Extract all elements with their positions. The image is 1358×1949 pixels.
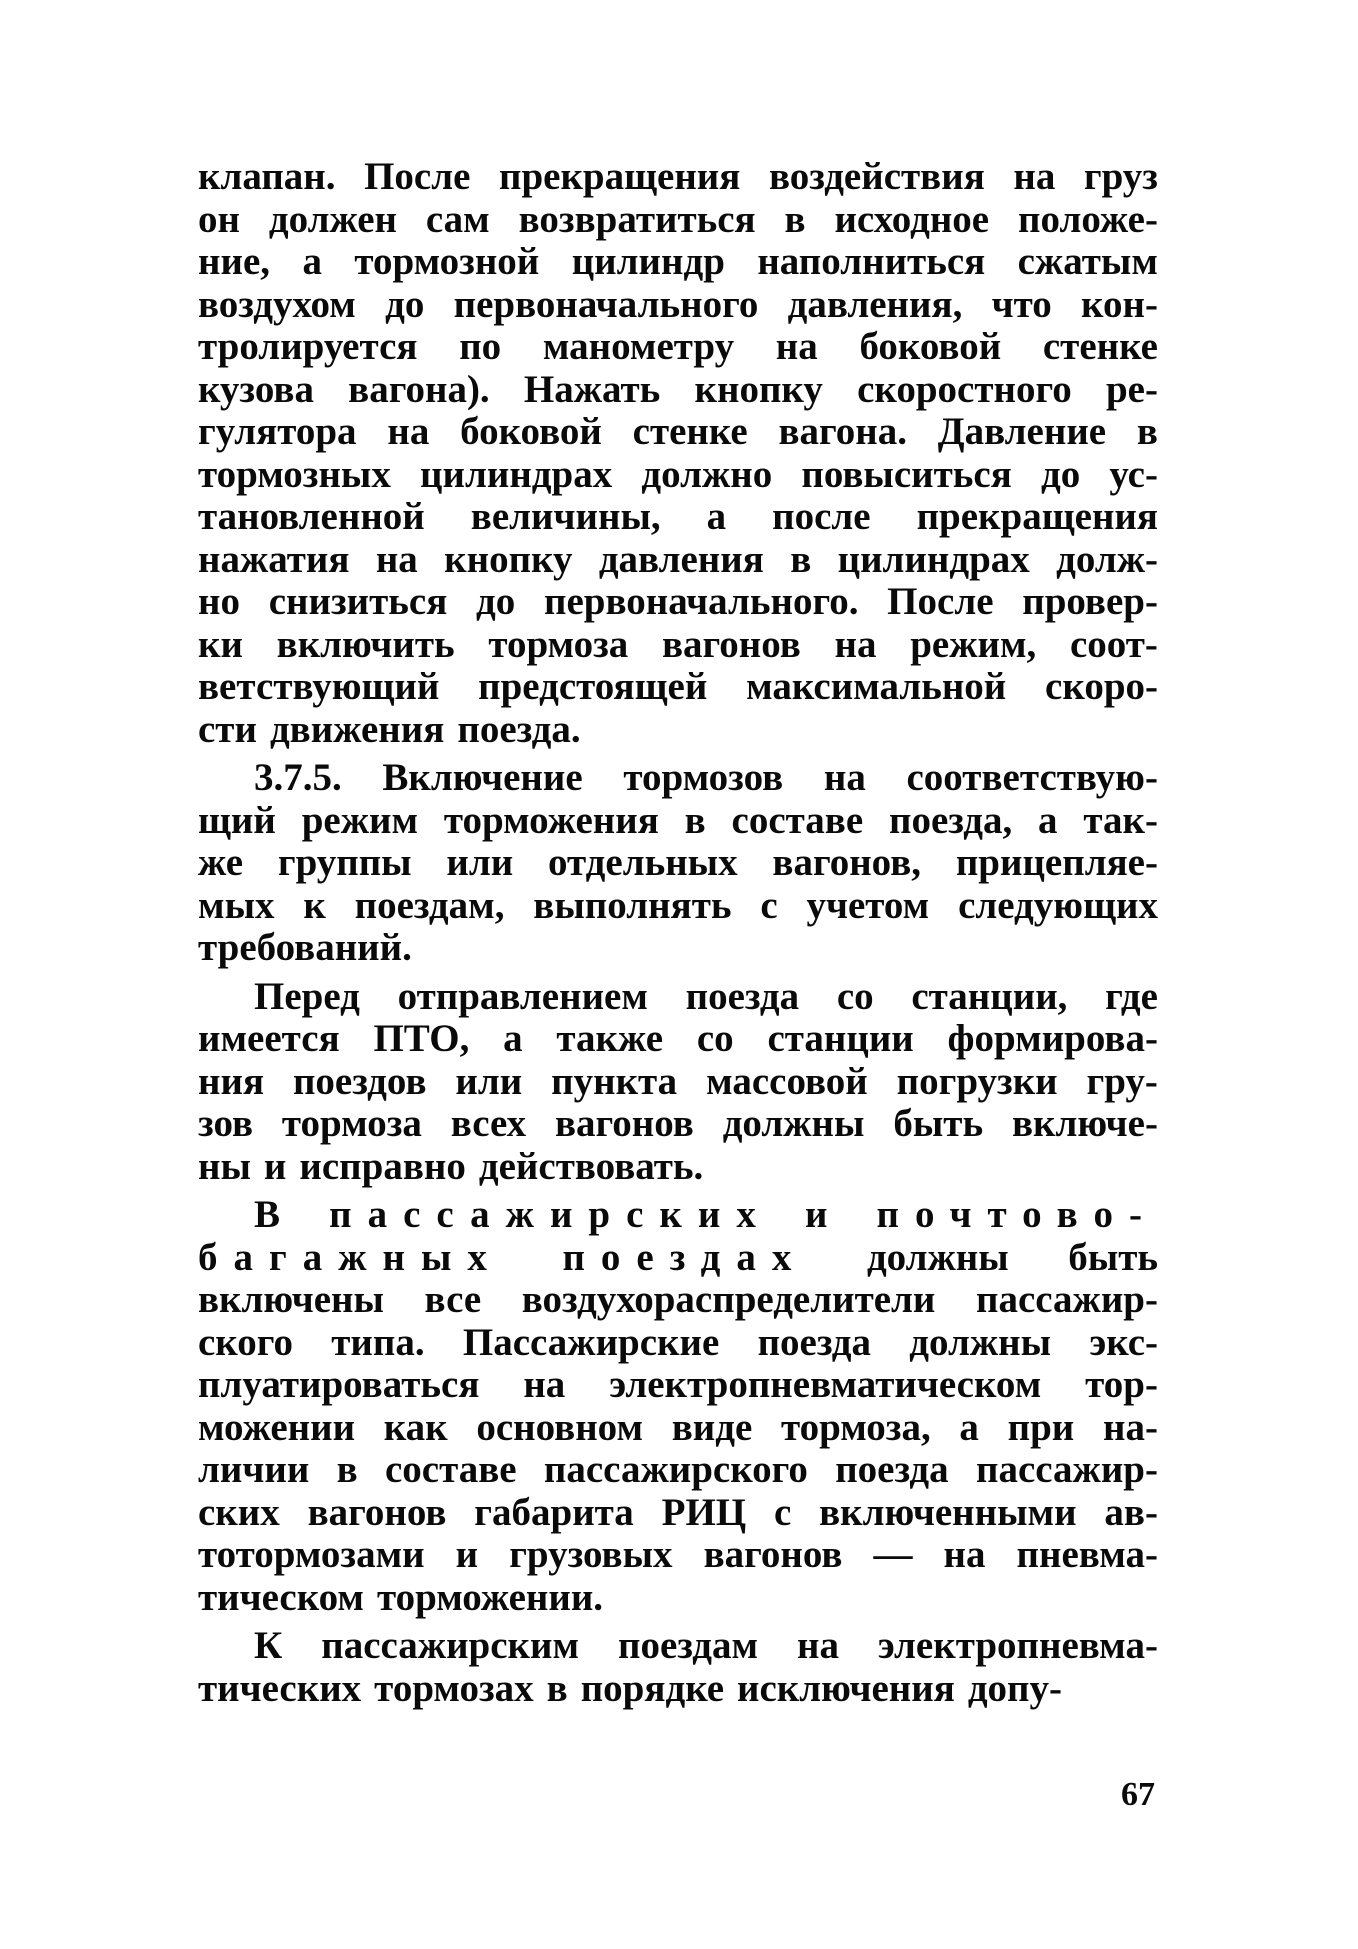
- word: а: [302, 240, 322, 283]
- word: же: [198, 841, 244, 884]
- word: типа.: [331, 1320, 425, 1364]
- word: тормозной: [354, 240, 540, 283]
- word: режим: [301, 798, 419, 842]
- word: на: [375, 537, 418, 581]
- word: отправлением: [397, 974, 648, 1018]
- word: давления,: [787, 282, 963, 326]
- text-line: [198, 1577, 1158, 1620]
- word: вагонов: [307, 1490, 447, 1534]
- text-line: [198, 199, 1158, 242]
- text-line: [198, 241, 1158, 284]
- text-line: [198, 1194, 1158, 1237]
- word: гру-: [1086, 1059, 1158, 1103]
- word: по: [459, 325, 502, 368]
- word: Пассажирские: [462, 1320, 720, 1364]
- word: клапан.: [198, 155, 336, 198]
- word: исправно: [299, 1144, 466, 1188]
- word: а: [706, 495, 727, 538]
- word: тормозов: [623, 756, 784, 799]
- word: и: [263, 1144, 287, 1188]
- word: поездах: [562, 1235, 808, 1279]
- word: на: [943, 1533, 986, 1576]
- text-line: [198, 1534, 1158, 1577]
- text-line: [198, 411, 1158, 454]
- text-line: [198, 1146, 1158, 1189]
- word: должны: [909, 1320, 1052, 1364]
- text-line: [198, 885, 1158, 928]
- word: тролируется: [198, 325, 418, 368]
- word: ветствующий: [198, 665, 440, 708]
- word: торможения: [443, 798, 659, 842]
- word: выполнять: [533, 883, 732, 927]
- word: скоростного: [857, 367, 1072, 411]
- word: можении: [198, 1405, 356, 1449]
- word: поезда: [757, 1320, 872, 1364]
- word: и: [455, 1533, 479, 1576]
- word: до: [385, 282, 425, 326]
- word: К: [254, 1624, 283, 1667]
- word: щий: [198, 798, 276, 842]
- word: основном: [476, 1405, 644, 1449]
- word: сти: [198, 707, 257, 751]
- word: воздействия: [768, 155, 985, 198]
- word: с: [760, 883, 778, 927]
- word: всех: [450, 1102, 527, 1145]
- text-line: [198, 927, 1158, 970]
- word: 3.7.5.: [254, 756, 342, 799]
- word: должен: [268, 197, 397, 241]
- word: в: [336, 1448, 358, 1491]
- text-line: [198, 1449, 1158, 1492]
- word: а: [1038, 798, 1058, 842]
- word: груз: [1083, 155, 1158, 198]
- word: ние,: [198, 240, 271, 283]
- word: кнопку: [694, 367, 823, 411]
- word: в: [684, 798, 706, 842]
- word: с: [773, 1490, 792, 1534]
- word: отдельных: [548, 841, 738, 884]
- word: при: [1007, 1405, 1075, 1449]
- word: поездов: [292, 1059, 427, 1103]
- word: прекращения: [916, 495, 1158, 538]
- word: но: [198, 580, 240, 623]
- word: РИЦ: [661, 1490, 747, 1534]
- word: тических: [198, 1666, 362, 1710]
- word: на: [796, 1624, 839, 1667]
- word: на: [387, 410, 430, 453]
- word: багажных: [198, 1235, 503, 1279]
- word: ского: [198, 1320, 294, 1364]
- word: цилиндрах: [837, 537, 1030, 581]
- word: поездам: [617, 1624, 759, 1667]
- word: включить: [276, 622, 455, 666]
- word: ских: [198, 1490, 280, 1534]
- word: пассажирским: [321, 1624, 580, 1667]
- word: поездам,: [354, 883, 505, 927]
- word: вагона.: [778, 410, 908, 453]
- word: возвратиться: [518, 197, 756, 241]
- word: быть: [893, 1102, 984, 1145]
- word: и: [804, 1193, 844, 1236]
- word: прекращения: [498, 155, 741, 198]
- text-line: [198, 624, 1158, 667]
- word: первоначального.: [543, 580, 859, 623]
- word: составе: [384, 1448, 517, 1491]
- word: экс-: [1089, 1320, 1158, 1364]
- word: поезда.: [457, 707, 581, 751]
- word: станции: [767, 1017, 914, 1060]
- word: пассажирских: [329, 1193, 772, 1236]
- word: где: [1105, 974, 1158, 1018]
- word: действовать.: [478, 1144, 704, 1188]
- word: вагона).: [348, 367, 490, 411]
- word: тор-: [1085, 1363, 1158, 1406]
- word: виде: [671, 1405, 753, 1449]
- text-line: [198, 539, 1158, 582]
- word: долж-: [1056, 537, 1158, 581]
- paragraph: [198, 757, 1158, 970]
- word: а: [503, 1017, 523, 1060]
- word: зов: [198, 1102, 254, 1145]
- text-line: [198, 757, 1158, 800]
- word: цилиндр: [571, 240, 725, 283]
- paragraph: [198, 976, 1158, 1189]
- word: сам: [425, 197, 490, 241]
- word: ны: [198, 1144, 251, 1188]
- word: пассажир-: [975, 1448, 1158, 1491]
- word: гулятора: [198, 410, 357, 453]
- word: Давление: [937, 410, 1107, 453]
- word: учетом: [806, 883, 930, 927]
- word: кнопку: [444, 537, 573, 581]
- word: боковой: [460, 410, 602, 453]
- word: должны: [722, 1102, 865, 1145]
- text-line: [198, 1625, 1158, 1668]
- text-line: [198, 1061, 1158, 1104]
- text-line: [198, 1237, 1158, 1280]
- word: включенными: [819, 1490, 1077, 1534]
- word: должно: [641, 452, 773, 496]
- text-line: [198, 1668, 1158, 1711]
- word: соот-: [1069, 622, 1158, 666]
- word: скоро-: [1045, 665, 1158, 708]
- word: боковой: [859, 325, 1002, 368]
- word: электропневматическом: [609, 1363, 1042, 1406]
- word: давления: [598, 537, 764, 581]
- paragraph: [198, 1194, 1158, 1619]
- text-line: [198, 842, 1158, 885]
- word: После: [887, 580, 994, 623]
- word: ус-: [1109, 452, 1158, 496]
- word: Включение: [382, 756, 583, 799]
- word: на: [775, 325, 818, 368]
- word: исходное: [834, 197, 990, 241]
- word: положе-: [1018, 197, 1158, 241]
- word: все: [424, 1278, 482, 1321]
- word: грузовых: [509, 1533, 673, 1576]
- text-line: [198, 581, 1158, 624]
- word: быть: [1068, 1235, 1158, 1279]
- word: поезда,: [888, 798, 1013, 842]
- word: требований.: [198, 926, 412, 969]
- word: провер-: [1022, 580, 1158, 623]
- word: вагонов: [703, 1533, 843, 1576]
- word: к: [303, 883, 326, 927]
- word: габарита: [474, 1490, 634, 1534]
- word: в: [790, 537, 812, 581]
- text-line: [198, 369, 1158, 412]
- word: до: [1040, 452, 1081, 496]
- word: имеется: [198, 1017, 340, 1060]
- text-line: [198, 454, 1158, 497]
- word: стенке: [1042, 325, 1158, 368]
- word: на: [834, 622, 877, 666]
- word: допу-: [967, 1666, 1062, 1710]
- word: предстоящей: [478, 665, 708, 708]
- word: снизиться: [268, 580, 448, 623]
- word: должны: [866, 1235, 1009, 1279]
- word: как: [383, 1405, 448, 1449]
- word: со: [836, 974, 874, 1018]
- word: включены: [198, 1278, 384, 1321]
- word: со: [696, 1017, 734, 1060]
- word: поезда: [685, 974, 800, 1018]
- word: в: [784, 197, 806, 241]
- page-number: 67: [1121, 1776, 1155, 1813]
- word: почтово-: [876, 1193, 1158, 1236]
- word: тормозах: [374, 1666, 534, 1710]
- word: ния: [198, 1059, 265, 1103]
- word: ре-: [1105, 367, 1158, 411]
- word: составе: [731, 798, 864, 842]
- word: группы: [277, 841, 412, 884]
- paragraph: [198, 1625, 1158, 1710]
- word: до: [476, 580, 516, 623]
- word: исключения: [737, 1666, 955, 1710]
- word: ав-: [1104, 1490, 1158, 1534]
- word: —: [873, 1533, 913, 1576]
- word: ки: [198, 622, 243, 666]
- word: формирова-: [947, 1017, 1158, 1060]
- word: тормозных: [198, 452, 391, 496]
- word: вагонов: [554, 1102, 694, 1145]
- text-line: [198, 1018, 1158, 1061]
- word: на: [523, 1363, 566, 1406]
- word: движения: [269, 707, 445, 751]
- word: тотормозами: [198, 1533, 425, 1576]
- word: нажатия: [198, 537, 350, 581]
- word: массовой: [706, 1059, 868, 1103]
- text-line: [198, 156, 1158, 199]
- word: в: [1136, 410, 1158, 453]
- word: стенке: [632, 410, 748, 453]
- word: Нажать: [523, 367, 661, 411]
- word: тормоза: [488, 622, 629, 666]
- word: порядке: [580, 1666, 725, 1710]
- text-line: [198, 709, 1158, 752]
- text-line: [198, 496, 1158, 539]
- word: включе-: [1011, 1102, 1158, 1145]
- word: воздухораспределители: [521, 1278, 936, 1321]
- text-line: [198, 326, 1158, 369]
- word: следующих: [958, 883, 1158, 927]
- word: повыситься: [801, 452, 1012, 496]
- word: манометру: [542, 325, 735, 368]
- word: плуатироваться: [198, 1363, 480, 1406]
- word: на-: [1102, 1405, 1158, 1449]
- word: что: [991, 282, 1052, 326]
- word: первоначального: [453, 282, 759, 326]
- word: личии: [198, 1448, 310, 1491]
- word: соответствую-: [906, 756, 1158, 799]
- word: также: [556, 1017, 664, 1060]
- word: кузова: [198, 367, 314, 411]
- body-text: [198, 156, 1158, 1710]
- word: вагонов,: [772, 841, 922, 884]
- word: кон-: [1081, 282, 1158, 326]
- word: а: [959, 1405, 979, 1449]
- word: станции,: [911, 974, 1068, 1018]
- word: после: [772, 495, 871, 538]
- text-line: [198, 976, 1158, 1019]
- word: тормоза: [281, 1102, 422, 1145]
- word: тормоза,: [781, 1405, 931, 1449]
- text-line: [198, 666, 1158, 709]
- word: режим,: [910, 622, 1037, 666]
- word: так-: [1083, 798, 1158, 842]
- text-line: [198, 284, 1158, 327]
- text-line: [198, 1492, 1158, 1535]
- word: В: [254, 1193, 297, 1236]
- word: на: [1013, 155, 1056, 198]
- text-line: [198, 1322, 1158, 1365]
- word: мых: [198, 883, 275, 927]
- word: вагонов: [661, 622, 801, 666]
- text-line: [198, 1279, 1158, 1322]
- text-line: [198, 1407, 1158, 1450]
- word: электропневма-: [877, 1624, 1158, 1667]
- word: величины,: [470, 495, 661, 538]
- word: или: [446, 841, 514, 884]
- word: пассажирского: [543, 1448, 808, 1491]
- word: После: [364, 155, 471, 198]
- word: пассажир-: [975, 1278, 1158, 1321]
- word: пневма-: [1016, 1533, 1158, 1576]
- word: погрузки: [896, 1059, 1058, 1103]
- word: или: [455, 1059, 523, 1103]
- paragraph: [198, 156, 1158, 751]
- word: на: [823, 756, 866, 799]
- text-line: [198, 1103, 1158, 1146]
- word: пункта: [551, 1059, 678, 1103]
- word: наполниться: [757, 240, 986, 283]
- word: он: [198, 197, 240, 241]
- word: Перед: [254, 974, 360, 1018]
- word: поезда: [835, 1448, 949, 1491]
- word: торможении.: [377, 1575, 604, 1619]
- word: максимальной: [746, 665, 1007, 708]
- word: ПТО,: [373, 1017, 470, 1060]
- word: воздухом: [198, 282, 356, 326]
- text-line: [198, 1364, 1158, 1407]
- word: прицепляе-: [955, 841, 1158, 884]
- text-line: [198, 800, 1158, 843]
- word: в: [546, 1666, 568, 1710]
- word: сжатым: [1017, 240, 1158, 283]
- word: тановленной: [198, 495, 425, 538]
- word: цилиндрах: [420, 452, 613, 496]
- word: тическом: [198, 1575, 364, 1619]
